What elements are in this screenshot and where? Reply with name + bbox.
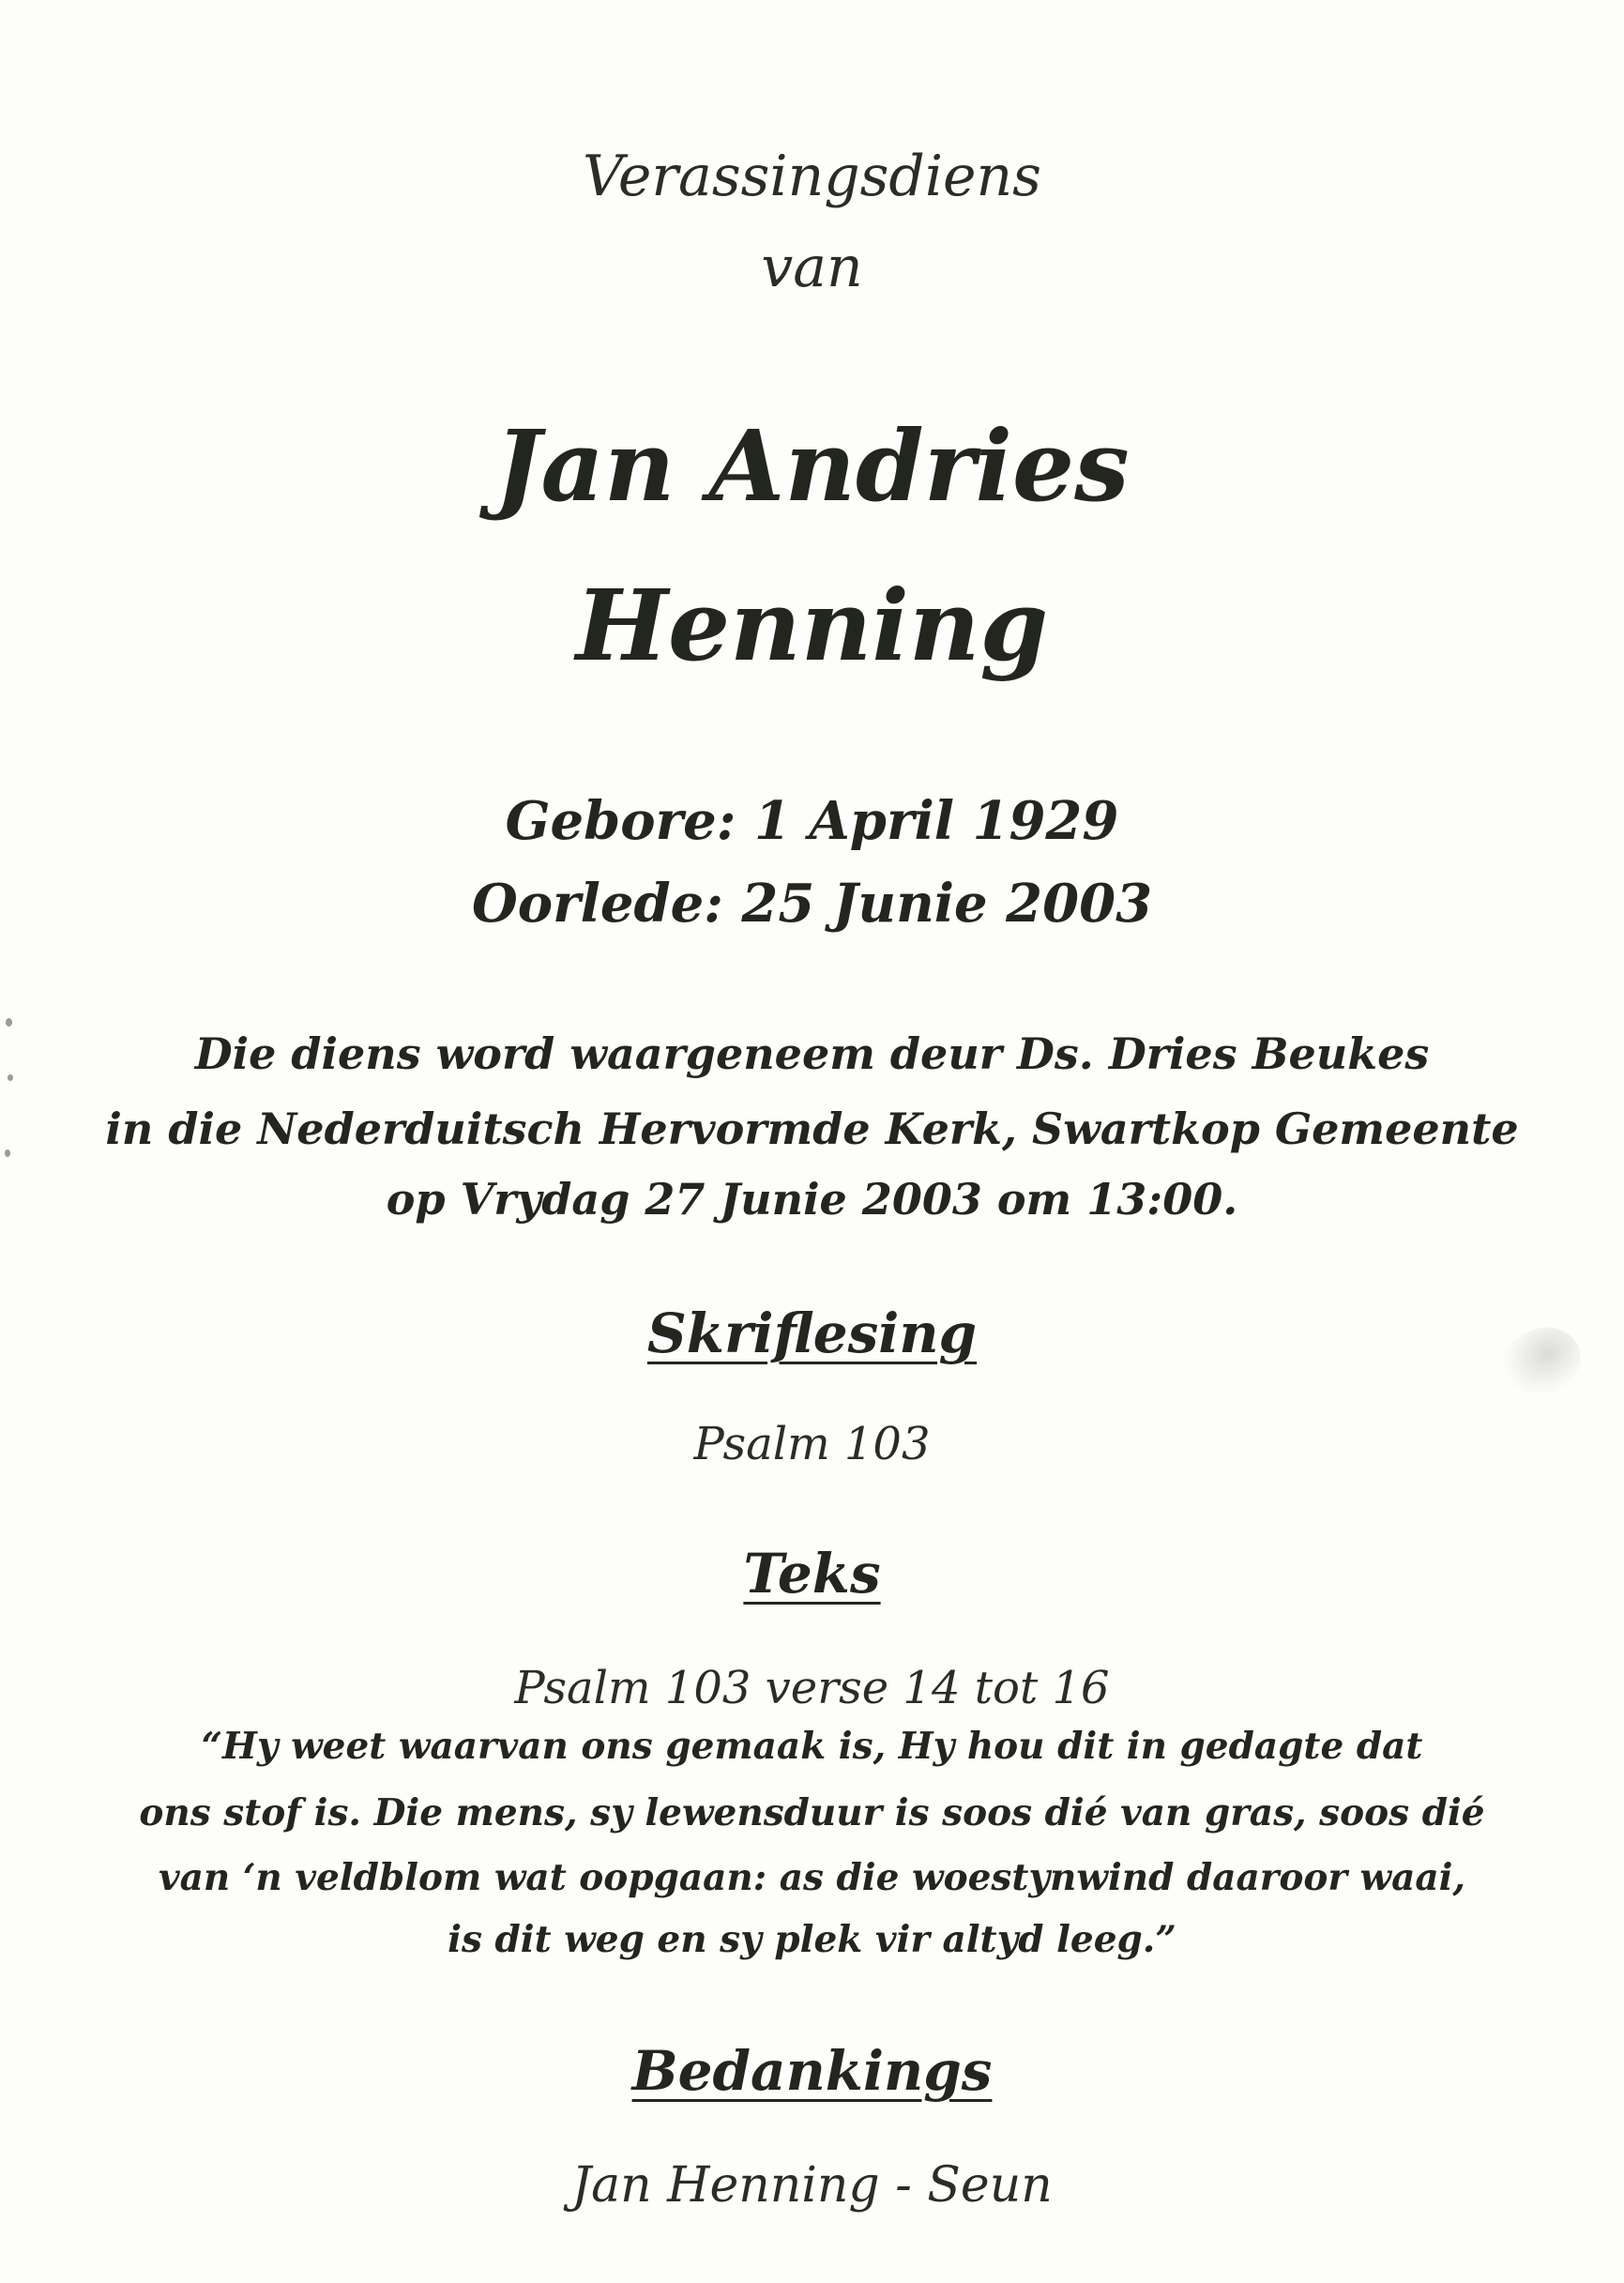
thanks-name: Jan Henning - Seun [571,2157,1053,2214]
officiation-line-2: in die Nederduitsch Hervormde Kerk, Swartkop Gemeente [105,1103,1519,1154]
quote-line: ons stof is. Die mens, sy lewensduur is soos dié van gras, soos dié [139,1791,1485,1834]
scan-speck [6,1018,12,1027]
service-of: van [761,235,863,300]
death-date: Oorlede: 25 Junie 2003 [471,873,1153,935]
officiation-line-1: Die diens word waargeneem deur Ds. Dries Beukes [194,1028,1430,1079]
text-reference: Psalm 103 verse 14 tot 16 [514,1662,1110,1714]
text-heading: Teks [743,1542,881,1606]
birth-date: Gebore: 1 April 1929 [505,790,1119,852]
scan-speck [8,1074,13,1081]
officiation-line-3: op Vrydag 27 Junie 2003 om 13:00. [386,1174,1238,1225]
scan-speck [5,1149,10,1157]
reading-heading: Skriflesing [646,1301,978,1365]
quote-line: is dit weg en sy plek vir altyd leeg.” [448,1918,1176,1961]
thanks-heading: Bedankings [631,2039,993,2103]
reading-passage: Psalm 103 [693,1418,931,1470]
service-title: Verassingsdiens [583,144,1041,209]
deceased-first-names: Jan Andries [494,408,1130,524]
quote-line: “Hy weet waarvan ons gemaak is, Hy hou dit in gedagte dat [201,1725,1423,1768]
deceased-surname: Henning [575,568,1049,683]
quote-line: van ‘n veldblom wat oopgaan: as die woestynwind daaroor waai, [158,1856,1465,1899]
